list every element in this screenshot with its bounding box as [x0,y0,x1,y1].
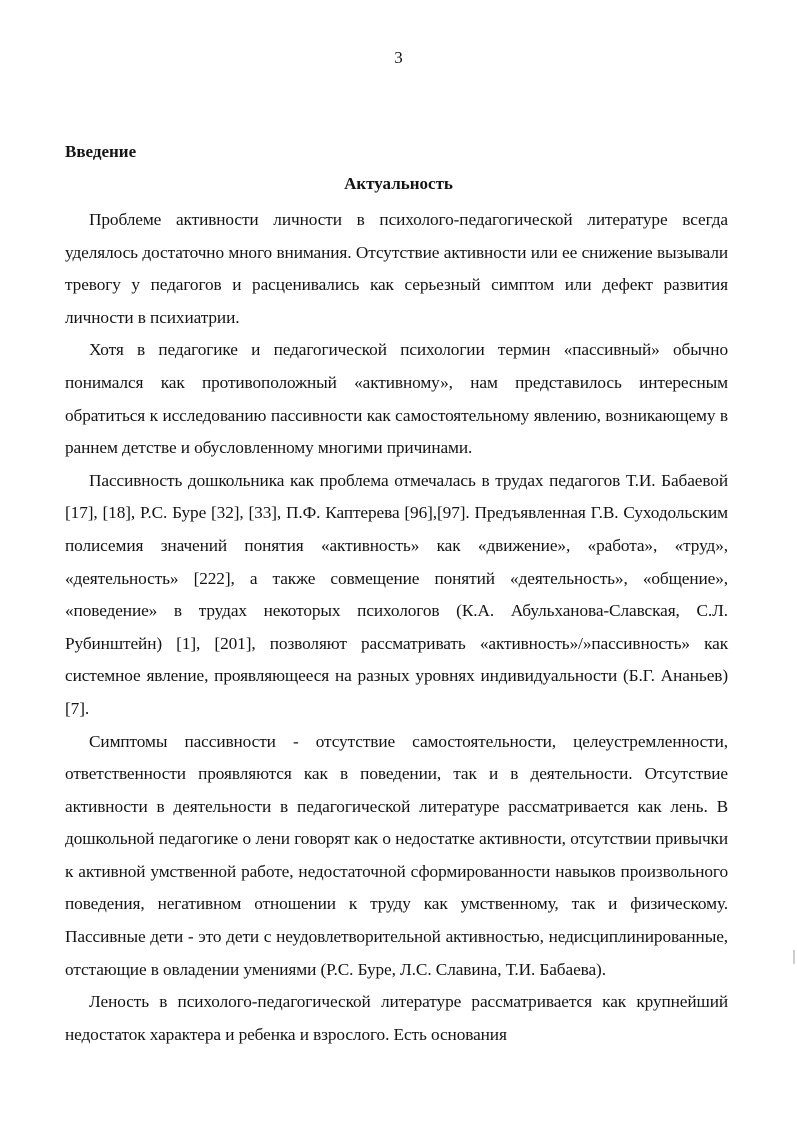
paragraph: Симптомы пассивности - отсутствие самостоятельности, целеустремленности, ответственности проявляются как в поведении, так и в деятельности. Отсутствие активности в деятельности в педагогической литературе рассматривается как лень. В дошкольной педагогике о лени говорят как о недостатке активности, отсутствии привычки к активной умственной работе, недостаточной сформированности навыков произвольного поведения, негативном отношении к труду как умственному, так и физическому. Пассивные дети - это дети с неудовлетворительной активностью, недисциплинированные, отстающие в овладении умениями (Р.С. Буре, Л.С. Славина, Т.И. Бабаева). [65,731,728,979]
section-heading: Введение [65,142,137,161]
page-number: 3 [394,48,403,67]
paragraph: Проблеме активности личности в психолого-педагогической литературе всегда уделялось достаточно много внимания. Отсутствие активности или ее снижение вызывали тревогу у педагогов и расценивались как серьезный симптом или дефект развития личности в психиатрии. [65,210,728,327]
body-text [65,204,728,1051]
paragraph: Пассивность дошкольника как проблема отмечалась в трудах педагогов Т.И. Бабаевой [17], [18], Р.С. Буре [32], [33], П.Ф. Каптерева [96],[97]. Предъявленная Г.В. Суходольским полисемия значений понятия «активность» как «движение», «работа», «труд», «деятельность» [222], а также совмещение понятий «деятельность», «общение», «поведение» в трудах некоторых психологов (К.А. Абульханова-Славская, С.Л. Рубинштейн) [1], [201], позволяют рассматривать «активность»/»пассивность» как системное явление, проявляющееся на разных уровнях индивидуальности (Б.Г. Ананьев) [7]. [65,470,728,718]
subsection-heading: Актуальность [344,174,453,193]
scan-artifact [793,950,795,964]
paragraph: Леность в психолого-педагогической литературе рассматривается как крупнейший недостаток характера и ребенка и взрослого. Есть основания [65,992,728,1044]
paragraph: Хотя в педагогике и педагогической психологии термин «пассивный» обычно понимался как противоположный «активному», нам представилось интересным обратиться к исследованию пассивности как самостоятельному явлению, возникающему в раннем детстве и обусловленному многими причинами. [65,340,728,458]
